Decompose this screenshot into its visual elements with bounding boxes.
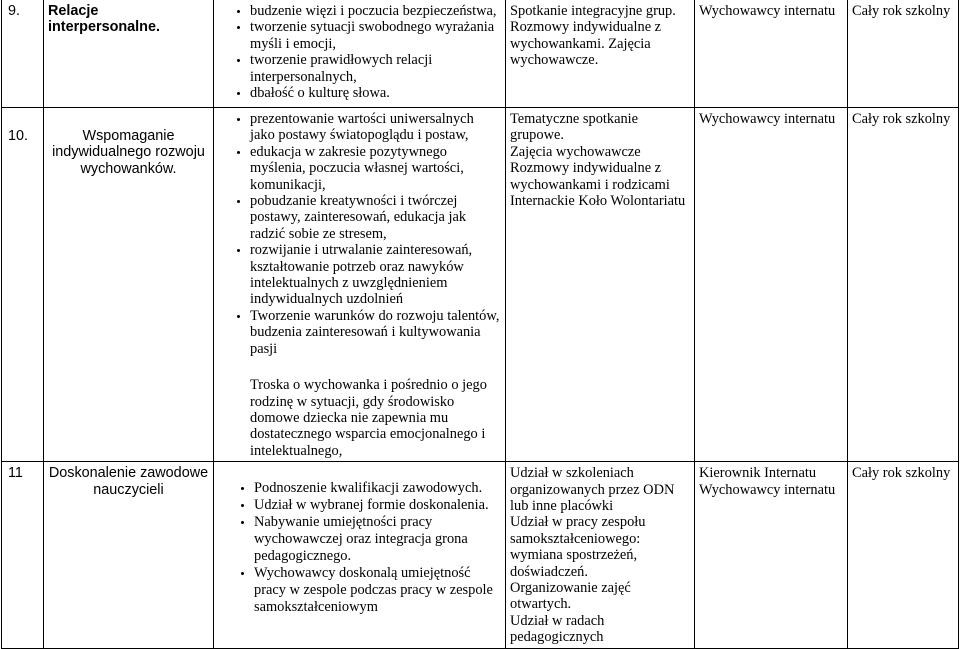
row-number: 10. (2, 108, 44, 462)
table-row (2, 0, 959, 108)
responsible-cell (695, 462, 848, 648)
table-row (2, 462, 959, 648)
term-cell: Cały rok szkolny (848, 108, 959, 462)
forms-line: Rozmowy indywidualne z wychowankami i rodzicami (510, 160, 670, 193)
responsible-cell: Wychowawcy internatu (695, 0, 848, 108)
care-paragraph: Troska o wychowanka i pośrednio o jego rodzinę w sytuacji, gdy środowisko domowe dziecka nie zapewnia mu dostatecznego wsparcia emocjonalnego i intelektualnego, (250, 377, 487, 459)
forms-cell: Spotkanie integracyjne grup. Rozmowy indywidualne z wychowankami. Zajęcia wychowawcze. (506, 0, 695, 108)
row-title: Doskonalenie zawodowe nauczycieli (44, 462, 214, 648)
list-item: • dbałość o kulturę słowa. (250, 85, 501, 101)
responsible-line: Kierownik Internatu (699, 465, 817, 482)
list-item: • pobudzanie kreatywności i twórczej postawy, zainteresowań, edukacja jak radzić sobie ze stresem, (250, 193, 501, 242)
list-item: • edukacja w zakresie pozytywnego myślenia, poczucia własnej wartości, komunikacji, (250, 144, 501, 193)
plan-table (1, 0, 959, 649)
list-item: • rozwijanie i utrwalanie zainteresowań, kształtowanie potrzeb oraz nawyków intelektualnych z uwzględnieniem indywidualnych uzdolnień (250, 242, 501, 308)
term-cell: Cały rok szkolny (848, 0, 959, 108)
forms-line: Internackie Koło Wolontariatu (510, 193, 686, 210)
forms-line: Tematyczne spotkanie grupowe. (510, 111, 639, 144)
tasks-list (220, 3, 501, 101)
row-title: Relacje interpersonalne. (44, 0, 214, 108)
list-item: • Podnoszenie kwalifikacji zawodowych. (254, 480, 501, 497)
list-item: • Tworzenie warunków do rozwoju talentów, budzenia zainteresowań i kultywowania pasji (250, 308, 501, 357)
forms-line: Organizowanie zajęć otwartych. (510, 579, 631, 613)
list-item: • tworzenie sytuacji swobodnego wyrażania myśli i emocji, (250, 19, 501, 52)
forms-line: Zajęcia wychowawcze (510, 143, 641, 160)
term-cell: Cały rok szkolny (848, 462, 959, 648)
tasks-list (220, 111, 501, 357)
list-item: • Udział w wybranej formie doskonalenia. (254, 497, 501, 514)
list-item: • tworzenie prawidłowych relacji interpersonalnych, (250, 52, 501, 85)
list-item: • budzenie więzi i poczucia bezpieczeństwa, (250, 3, 501, 19)
responsible-cell: Wychowawcy internatu (695, 108, 848, 462)
responsible-line: Wychowawcy internatu (699, 481, 836, 498)
row-number: 9. (2, 0, 44, 108)
forms-cell (506, 462, 695, 648)
row-title: Wspomaganie indywidualnego rozwoju wychowanków. (44, 108, 214, 462)
tasks-cell (214, 108, 506, 462)
tasks-cell (214, 462, 506, 648)
row-number: 11 (2, 462, 44, 648)
tasks-list (218, 480, 501, 616)
forms-cell (506, 108, 695, 462)
forms-line: Udział w radach pedagogicznych (510, 612, 605, 646)
table-row (2, 108, 959, 462)
forms-line: Udział w pracy zespołu samokształceniowego: wymiana spostrzeżeń, doświadczeń. (510, 514, 646, 580)
forms-line: Udział w szkoleniach organizowanych przez ODN lub inne placówki (510, 465, 675, 514)
tasks-cell (214, 0, 506, 108)
list-item: • Nabywanie umiejętności pracy wychowawczej oraz integracja grona pedagogicznego. (254, 514, 501, 565)
list-item: • prezentowanie wartości uniwersalnych jako postawy światopoglądu i postaw, (250, 111, 501, 144)
list-item: • Wychowawcy doskonalą umiejętność pracy w zespole podczas pracy w zespole samokształceniowym (254, 565, 501, 616)
